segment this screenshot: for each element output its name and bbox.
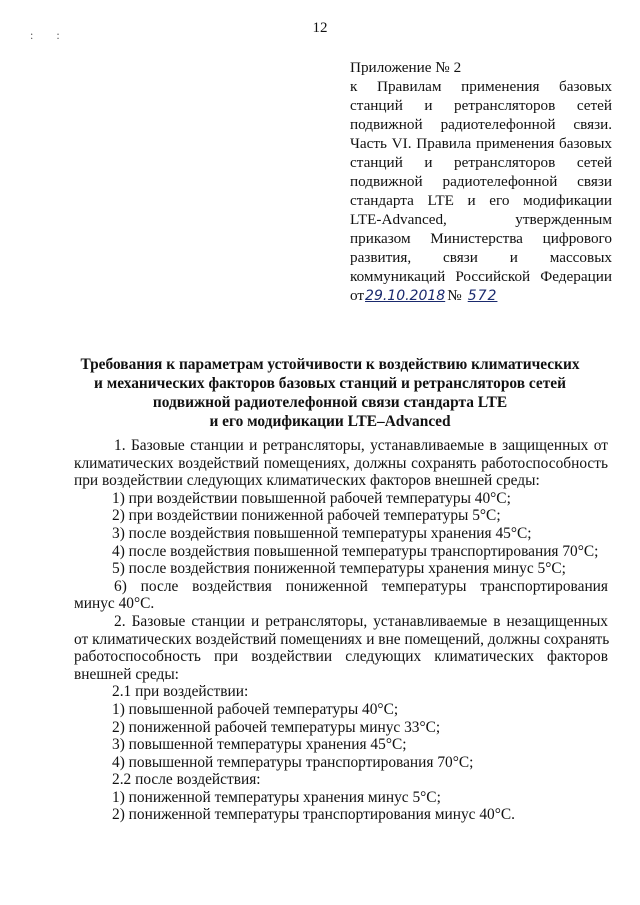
paragraph-line: при воздействии следующих климатических факторов внешней среды: bbox=[74, 472, 540, 490]
list-item: 5) после воздействия пониженной температуры хранения минус 5°С; bbox=[112, 560, 566, 578]
title-line: и его модификации LTE–Advanced bbox=[209, 413, 451, 430]
corner-marks: : : bbox=[30, 28, 70, 42]
paragraph-line: 2. Базовые станции и ретрансляторы, устанавливаемые в незащищенных bbox=[114, 612, 608, 630]
appendix-line: станций и ретрансляторов сетей bbox=[350, 97, 612, 114]
document-body bbox=[74, 437, 608, 824]
number-label: № bbox=[447, 287, 462, 304]
list-item: 4) после воздействия повышенной температуры транспортирования 70°С; bbox=[112, 542, 599, 560]
paragraph-line: внешней среды: bbox=[74, 665, 179, 683]
subsection-heading: 2.1 при воздействии: bbox=[112, 683, 249, 701]
appendix-line: развития, связи и массовых bbox=[350, 249, 612, 266]
list-item: 1) при воздействии повышенной рабочей температуры 40°С; bbox=[112, 489, 511, 507]
section-2-paragraph bbox=[74, 613, 608, 683]
appendix-line: приказом Министерства цифрового bbox=[350, 230, 612, 247]
paragraph-line: 1. Базовые станции и ретрансляторы, устанавливаемые в защищенных от bbox=[114, 437, 608, 454]
list-item-6 bbox=[74, 578, 608, 613]
appendix-line: стандарта LTE и его модификации bbox=[350, 192, 612, 209]
paragraph-line: от климатических воздействий помещениях и вне помещений, должны сохранять bbox=[74, 630, 610, 648]
subsection-heading: 2.2 после воздействия: bbox=[112, 771, 261, 789]
document-title bbox=[60, 355, 600, 431]
list-item: 2) пониженной рабочей температуры минус 33°С; bbox=[112, 718, 441, 736]
list-item: 2) пониженной температуры транспортирования минус 40°С. bbox=[112, 806, 516, 824]
handwritten-date: 29.10.2018 bbox=[365, 288, 446, 304]
title-line: и механических факторов базовых станций и ретрансляторов сетей bbox=[94, 375, 566, 392]
appendix-block bbox=[350, 58, 612, 306]
list-item: 1) повышенной рабочей температуры 40°С; bbox=[112, 700, 399, 718]
paragraph-line: 6) после воздействия пониженной температуры транспортирования bbox=[114, 577, 608, 595]
appendix-line: станций и ретрансляторов сетей bbox=[350, 154, 612, 171]
from-label: от bbox=[350, 287, 365, 304]
paragraph-line: климатических воздействий помещениях, должны сохранять работоспособность bbox=[74, 454, 608, 472]
list-item: 3) повышенной температуры хранения 45°С; bbox=[112, 736, 407, 754]
appendix-line: LTE-Advanced, утвержденным bbox=[350, 211, 612, 228]
section-1-paragraph bbox=[74, 437, 608, 490]
appendix-line: подвижной радиотелефонной связи bbox=[350, 173, 612, 190]
list-item: 1) пониженной температуры хранения минус 5°С; bbox=[112, 788, 441, 806]
list-item: 3) после воздействия повышенной температуры хранения 45°С; bbox=[112, 524, 532, 542]
paragraph-line: минус 40°С. bbox=[74, 595, 155, 613]
list-item: 2) при воздействии пониженной рабочей температуры 5°С; bbox=[112, 507, 501, 525]
order-signature-line bbox=[350, 286, 612, 306]
list-item: 4) повышенной температуры транспортирования 70°С; bbox=[112, 753, 474, 771]
page-number: 12 bbox=[312, 20, 328, 36]
title-line: подвижной радиотелефонной связи стандарта LTE bbox=[152, 394, 508, 411]
handwritten-number: 572 bbox=[467, 288, 498, 304]
appendix-line: подвижной радиотелефонной связи. bbox=[350, 116, 612, 133]
appendix-line: Часть VI. Правила применения базовых bbox=[350, 135, 612, 152]
paragraph-line: работоспособность при воздействии следующих климатических факторов bbox=[74, 648, 608, 666]
appendix-line: к Правилам применения базовых bbox=[350, 78, 612, 95]
title-line: Требования к параметрам устойчивости к воздействию климатических bbox=[80, 356, 580, 373]
appendix-line: коммуникаций Российской Федерации bbox=[350, 268, 612, 285]
appendix-line: Приложение № 2 bbox=[350, 59, 462, 76]
